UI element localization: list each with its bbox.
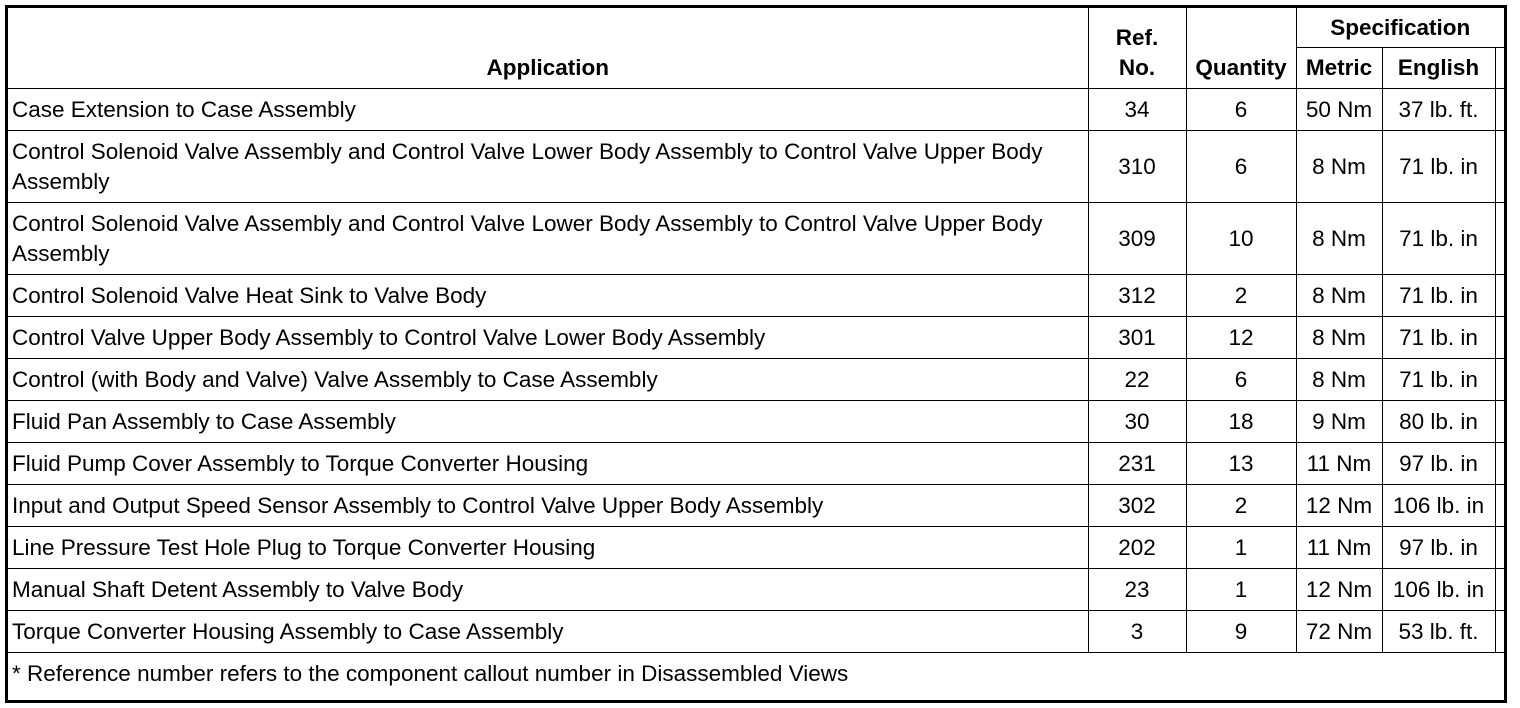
cell-ref-no: 3 [1088,611,1186,653]
spacer-cell [1495,611,1504,653]
cell-application: Control Valve Upper Body Assembly to Control Valve Lower Body Assembly [8,317,1088,359]
cell-quantity: 2 [1186,275,1296,317]
header-spacer-cell [1495,48,1504,89]
spacer-cell [1495,203,1504,275]
cell-quantity: 6 [1186,89,1296,131]
cell-english: 71 lb. in [1382,359,1495,401]
cell-english: 106 lb. in [1382,569,1495,611]
cell-application: Manual Shaft Detent Assembly to Valve Body [8,569,1088,611]
table-row [8,317,1504,359]
cell-quantity: 2 [1186,485,1296,527]
cell-quantity: 1 [1186,569,1296,611]
cell-metric: 8 Nm [1296,359,1382,401]
ref-header-line1: Ref. [1115,25,1159,50]
cell-english: 71 lb. in [1382,275,1495,317]
cell-english: 71 lb. in [1382,317,1495,359]
cell-quantity: 9 [1186,611,1296,653]
cell-quantity: 10 [1186,203,1296,275]
cell-ref-no: 302 [1088,485,1186,527]
cell-quantity: 6 [1186,359,1296,401]
cell-english: 80 lb. in [1382,401,1495,443]
cell-metric: 50 Nm [1296,89,1382,131]
table-row [8,611,1504,653]
cell-ref-no: 309 [1088,203,1186,275]
torque-spec-table-frame [5,5,1507,703]
cell-application: Control Solenoid Valve Heat Sink to Valve Body [8,275,1088,317]
cell-application: Fluid Pump Cover Assembly to Torque Converter Housing [8,443,1088,485]
cell-metric: 9 Nm [1296,401,1382,443]
cell-application: Torque Converter Housing Assembly to Case Assembly [8,611,1088,653]
cell-english: 106 lb. in [1382,485,1495,527]
cell-english: 37 lb. ft. [1382,89,1495,131]
torque-spec-table [8,8,1505,695]
cell-metric: 11 Nm [1296,443,1382,485]
cell-ref-no: 301 [1088,317,1186,359]
column-header-application: Application [8,8,1088,89]
table-row [8,203,1504,275]
cell-application: Control Solenoid Valve Assembly and Control Valve Lower Body Assembly to Control Valve Upper Body Assembly [8,131,1088,203]
cell-metric: 8 Nm [1296,131,1382,203]
cell-metric: 12 Nm [1296,485,1382,527]
cell-application: Control (with Body and Valve) Valve Assembly to Case Assembly [8,359,1088,401]
table-row [8,131,1504,203]
column-header-specification: Specification [1296,8,1504,48]
cell-english: 53 lb. ft. [1382,611,1495,653]
table-row [8,527,1504,569]
cell-metric: 12 Nm [1296,569,1382,611]
cell-application: Control Solenoid Valve Assembly and Control Valve Lower Body Assembly to Control Valve Upper Body Assembly [8,203,1088,275]
spacer-cell [1495,401,1504,443]
spacer-cell [1495,317,1504,359]
cell-metric: 8 Nm [1296,203,1382,275]
cell-application: Fluid Pan Assembly to Case Assembly [8,401,1088,443]
cell-english: 71 lb. in [1382,131,1495,203]
column-header-ref-no [1088,8,1186,89]
cell-ref-no: 231 [1088,443,1186,485]
spacer-cell [1495,275,1504,317]
ref-header-line2: No. [1118,55,1156,80]
cell-ref-no: 310 [1088,131,1186,203]
table-row [8,275,1504,317]
spacer-cell [1495,527,1504,569]
cell-quantity: 13 [1186,443,1296,485]
spacer-cell [1495,131,1504,203]
cell-english: 97 lb. in [1382,443,1495,485]
column-header-quantity: Quantity [1186,8,1296,89]
cell-ref-no: 312 [1088,275,1186,317]
cell-english: 97 lb. in [1382,527,1495,569]
cell-ref-no: 23 [1088,569,1186,611]
cell-metric: 11 Nm [1296,527,1382,569]
cell-application: Input and Output Speed Sensor Assembly to Control Valve Upper Body Assembly [8,485,1088,527]
footnote: * Reference number refers to the component callout number in Disassembled Views [8,653,1504,696]
cell-quantity: 18 [1186,401,1296,443]
cell-quantity: 12 [1186,317,1296,359]
footnote-row [8,653,1504,696]
table-row [8,443,1504,485]
cell-application: Line Pressure Test Hole Plug to Torque Converter Housing [8,527,1088,569]
spacer-cell [1495,485,1504,527]
cell-ref-no: 30 [1088,401,1186,443]
cell-ref-no: 22 [1088,359,1186,401]
cell-ref-no: 202 [1088,527,1186,569]
column-header-english: English [1382,48,1495,89]
spacer-cell [1495,569,1504,611]
cell-quantity: 6 [1186,131,1296,203]
spacer-cell [1495,443,1504,485]
table-row [8,485,1504,527]
cell-quantity: 1 [1186,527,1296,569]
table-row [8,89,1504,131]
table-row [8,569,1504,611]
column-header-metric: Metric [1296,48,1382,89]
spacer-cell [1495,89,1504,131]
cell-ref-no: 34 [1088,89,1186,131]
cell-metric: 8 Nm [1296,275,1382,317]
cell-metric: 72 Nm [1296,611,1382,653]
cell-application: Case Extension to Case Assembly [8,89,1088,131]
cell-metric: 8 Nm [1296,317,1382,359]
table-row [8,359,1504,401]
cell-english: 71 lb. in [1382,203,1495,275]
spacer-cell [1495,359,1504,401]
table-row [8,401,1504,443]
